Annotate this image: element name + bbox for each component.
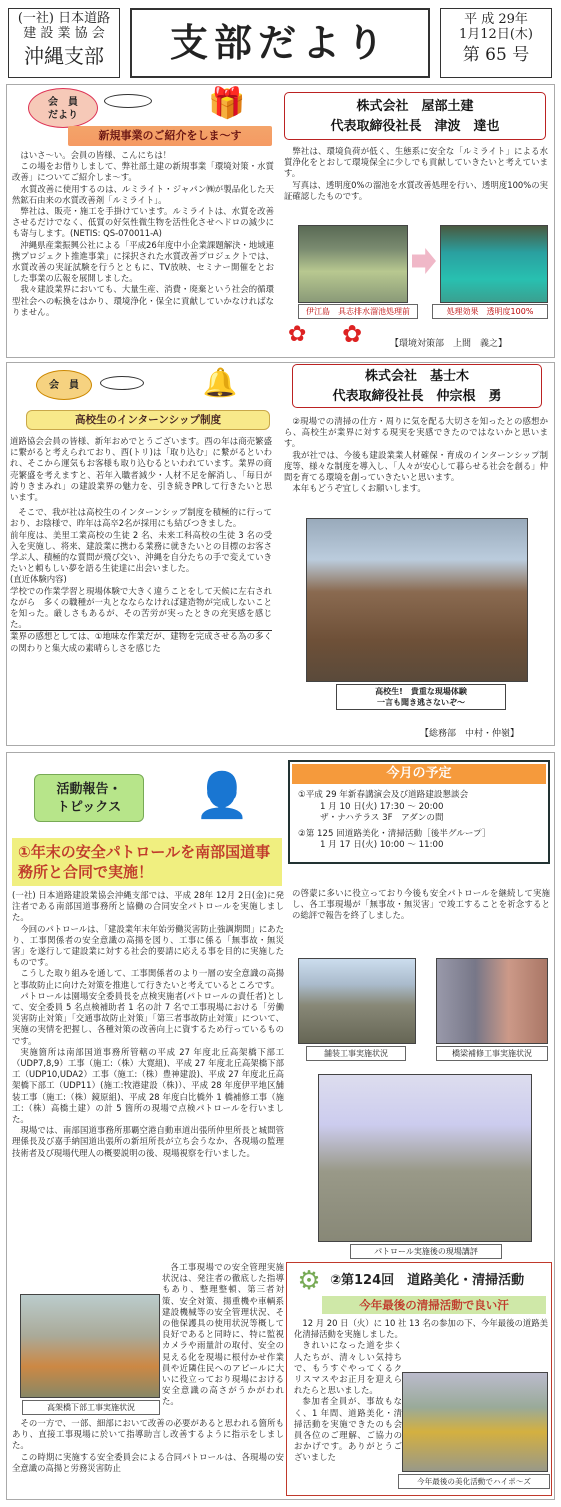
s1-right-text [284, 146, 548, 202]
s2-p5: 学校での作業学習と現場体験で大きく違うことをして天候に左右されながら 多くの職種が一丸となならなければ建造物が完成しないことを知った。厳しさもあるが、その苦労が実ったときの充実感を感じた。 [10, 586, 272, 632]
s3-p5: 実施箇所は南部国道事務所管轄の平成 27 年度北丘高架橋下部工（UDP7,8,9）工事（施工:（株）大寛組)、平成 27 年度北丘高架橋下部工（UDP10,UDA2）工事（施工:（株）豊神建設)、平成 27 年度北丘高架橋下部工（UDP11）(施工:牧港建設（株)）、平成 28 年度伊平地区舗装工事（施工:（株）鏡原組)、平成 28 年度白比橋外 1 橋補修工事（施工:（株）高橋土建）の計 5 箇所の現場で点検パトロールを行いました。 [12, 1046, 284, 1125]
s3-p6: 現場では、南部国道事務所那覇空港自動車道出張所仲里所長と城間管理係長及び嘉手納国道出張所の新垣所長が立ち会うなか、各現場の監理技術者及び現場代理人の概要説明の後、現場視察を行いました。 [12, 1125, 284, 1158]
photo-pond-after [440, 225, 548, 303]
header-title-box [130, 8, 430, 78]
s2-left-text [10, 436, 272, 654]
company-rep-2: 代表取締役社長 仲宗根 勇 [332, 389, 502, 404]
page-title: 支部だより [169, 21, 390, 65]
company-name-2: 株式会社 基士木 [364, 369, 469, 384]
ribbon-internship: 高校生のインターンシップ制度 [26, 410, 270, 430]
headline-cleanup: ②第124回 道路美化・清掃活動 [330, 1273, 525, 1288]
badge-member-news: 会 員 だより [28, 88, 98, 128]
photo-internship-site [306, 518, 528, 682]
company-box-kishi [292, 364, 542, 408]
s3-p4: パトロールは園場安全委員長を点検実施者(パトロールの責任者)として、安全委員 5 名点検補助者 1 名の計 7 名で工事現場における「労働災害防止対策」「交通事故防止対策」「第三者事故防止対策」について、実施の実情を把握し、各種対策の改善向上に資するため行っているものです。 [12, 990, 284, 1046]
s2-p4: (直近体験内容) [10, 574, 67, 585]
s3-p1: (一社) 日本道路建設業協会沖縄支部では、平成 28年 12月 2日(金)に発注者である南部国道事務所と協働の合同安全パトロールを実施しました。 [12, 890, 284, 923]
org-line2: 建 設 業 協 会 [23, 26, 105, 41]
s1-p4: 弊社は、販売・施工を手掛けています。ルミライトは、水質を改善させるだけでなく、低質の好気性微生物を活性化させヘドロの減少にも寄与します。(NETIS: QS-070011-A) [12, 206, 274, 239]
caption-lower-structure: 高架橋下部工事実施状況 [22, 1400, 160, 1415]
s4-p3: 参加者全員が、事故もなく、1 年間、道路美化・清掃活動を実施できたのも会員各位のご理解、ご協力のおかげです。ありがとうございました [294, 1396, 402, 1463]
schedule-item2-title: ②第 125 回道路美化・清掃活動［後半グループ］ [298, 828, 491, 839]
s1-left-text [12, 150, 274, 318]
s3-p7-wrap [12, 1262, 284, 1474]
issue-number: 第 65 号 [462, 45, 530, 65]
s2-p1: 道路協会会員の皆様、新年おめでとうございます。酉の年は商売繁盛に繋がると考えられており、酉(トリ)は「取り込む」に繋がるといわれ、そこから運気もお客様も取り込むるといわれています。業界の商売繁盛を考えますと、若年入職者減少・人材不足を解消し、「毎日が誇りきまみれ」の建設業界の魅力を、引き続きPRして行きたいと思います。 [10, 436, 272, 503]
s3-p3: こうした取り組みを通して、工事関係者のより一層の安全意識の高揚と事故防止に向けた対策を推進して行きたいと考えているところです。 [12, 968, 284, 990]
s3-r1: の啓蒙に多いに役立っており今後も安全パトロールを継続して実施し、各工事現場が「無事故・無災害」で竣工することを祈念するとの総評で報告を終了しました。 [292, 888, 550, 921]
tag-line1: 活動報告・ [56, 782, 122, 797]
caption-internship [336, 684, 506, 710]
schedule-item1-venue: ザ・ナハテラス 3F アダンの間 [320, 813, 444, 823]
caption-pond-after: 処理効果 透明度100% [432, 304, 548, 319]
ribbon-new-business: 新規事業のご紹介をしま～す [68, 126, 272, 146]
s2-p3: 前年度は、美里工業高校の生徒 2 名、未来工科高校の生徒 3 名の受入を実施し、将来、建設業に携わる業務に就きたいとの目標のお客さ学ぶ人、積極的な質問が飛び交い、沖縄を自分たちの手で変えていきたいと頼もしい夢を語る生徒達に出会いました。 [10, 529, 272, 574]
s3-p8: その一方で、一部、細部において改善の必要があると思われる箇所もあり、直接工事現場に於いて指導助言し改善するように指示をしました。 [12, 1418, 284, 1451]
tag-activity-report [34, 774, 144, 822]
schedule-title: 今月の予定 [292, 764, 546, 784]
s2-p6: 業界の感想としては、①地味な作業だが、建物を完成させる為の多くの関わりと集大成の素晴らしさを感じた [10, 631, 272, 653]
s4-p2: きれいになった道を歩く人たちが、清々しい気持ちで、もうすぐやってくるクリスマスやお正月を迎えられたらと思いました。 [294, 1340, 402, 1396]
s1-p3: 水質改善に使用するのは、ルミライト・ジャパン㈱が製品化した天然鉱石由来の水質改善剤「ルミライト」。 [12, 183, 274, 205]
schedule-item2-time: 1 月 17 日(火) 10:00 ～ 11:00 [320, 840, 444, 850]
photo-paving [298, 958, 416, 1044]
cleaner-figure-icon: ⚙ [297, 1266, 321, 1296]
photo-cleanup-group [402, 1372, 548, 1472]
decorative-bubble-2 [100, 376, 144, 390]
company-rep: 代表取締役社長 津波 達也 [330, 119, 500, 134]
decorative-bubble [104, 94, 152, 108]
photo-bridge [436, 958, 548, 1044]
s1-p2: この場をお借りしまして、弊社部土建の新規事業「環境対策・水質改善」についてご紹介しま～す。 [12, 161, 274, 183]
badge-member: 会 員 [36, 370, 92, 400]
company-name: 株式会社 屋部土建 [356, 99, 474, 114]
tag-line2: トピックス [56, 800, 122, 815]
s1-credit: 【環境対策部 上間 義之】 [390, 339, 508, 349]
s3-p9: この時期に実施する安全委員会による合同パトロールは、各現場の安全意識の高揚と労務災害防止 [12, 1451, 284, 1473]
sub-cleanup: 今年最後の清掃活動で良い汗 [322, 1296, 546, 1314]
s3-right-text [292, 888, 550, 922]
org-line1: (一社) 日本道路 [17, 11, 111, 26]
schedule-item1-title: ①平成 29 年新春講演会及び道路建設懇談会 [298, 790, 469, 800]
caption-pond-before: 伊江島 具志排水溜池処理前 [298, 304, 418, 319]
s4-p1: 12 月 20 日（火）に 10 社 13 名の参加の下、今年最後の道路美化清掃活動を実施しました。 [294, 1318, 548, 1340]
s1-p1: はいさ～い。会員の皆様、こんにちは！ [20, 150, 172, 160]
caption-cleanup: 今年最後の美化活動でハイポ～ズ [398, 1474, 550, 1489]
poinsettia-icon-2: ✿ [342, 320, 363, 348]
photo-pond-before [298, 225, 408, 303]
date-line1: 平 成 29年 [464, 12, 528, 27]
s2-credit: 【総務部 中村・仲嶺】 [420, 729, 520, 739]
company-box-yabu [284, 92, 546, 140]
s2-r2: 我が社では、今後も建設業業人材確保・育成のインターンシップ制度等、様々な制度を導入し、「人々が安心して暮らせる社会を創る」仲間を育てる環境を創っていきたいと思います。 [284, 449, 548, 483]
s3-p2: 今回のパトロールは、「建設業年末年始労働災害防止強調期間」にあたり、工事関係者の安全意識の高揚を図り、工事に係る「無事故・無災害」を遂行して建設業に対する社会的要請に応える事を目的に実施したものです。 [12, 923, 284, 968]
s2-p2: そこで、我が社は高校生のインターンシップ制度を積極的に行っており、お陰様で、昨年は高卒2名が採用にも結びつきました。 [10, 507, 272, 529]
caption-bridge: 橋梁補修工事実施状況 [436, 1046, 548, 1061]
date-line2: 1月12日(木) [459, 27, 533, 42]
poinsettia-icon-1: ✿ [288, 322, 307, 347]
schedule-item1-time: 1 月 10 日(火) 17:30 ～ 20:00 [320, 801, 444, 812]
caption-lecture: パトロール実施後の現場講評 [350, 1244, 502, 1259]
s3-left-text [12, 890, 284, 1159]
caption-internship-line2: 一言も聞き逃さないぞ～ [377, 698, 465, 707]
bell-icon-2: 🔔 [202, 366, 238, 399]
schedule-items [298, 790, 548, 852]
s1-p5: 沖縄県産業振興公社による「平成26年度中小企業課題解決・地域連携プロジェクト推進事業」に採択された水質改善プロジェクトでは、水質改善の実証試験を行うとともに、TV放映、セミナー開催をとおした事業の広報を展開しました。 [12, 239, 274, 284]
headline-safety-patrol: ①年末の安全パトロールを南部国道事務所と合同で実施！ [12, 838, 282, 886]
org-line3: 沖縄支部 [24, 44, 104, 68]
reporter-figure-icon: 👤 [194, 770, 250, 821]
caption-paving: 舗装工事実施状況 [306, 1046, 406, 1061]
s2-r3: 本年もどうぞ宜しくお願いします。 [292, 483, 426, 494]
s1-r2: 写真は、透明度0%の溜池を水質改善処理を行い、透明度100%の実証確認したものです。 [284, 179, 548, 201]
s1-r1: 弊社は、環境負荷が低く、生態系に安全な「ルミライト」による水質浄化をとおして環境保全に少しでも貢献していきたいと考えています。 [284, 146, 548, 179]
photo-lecture [318, 1074, 532, 1242]
s2-r1: ②現場での清掃の仕方・周りに気を配る大切さを知ったとの感想から、高校生が業界に対する現実を実感できたのではないかと思います。 [284, 416, 548, 449]
header-org-box [8, 8, 120, 78]
s2-right-text [284, 416, 548, 494]
caption-internship-line1: 高校生! 貴重な現場体験 [375, 687, 467, 696]
header-date-box [440, 8, 552, 78]
s1-p6: 我々建設業界においても、大量生産、消費・廃棄という社会的循環型社会への転換をはかり、環境浄化・保全に貢献していかなければなりません。 [12, 284, 274, 317]
s3-p7: 各工事現場での安全管理実施状況は、発注者の徹底した指導もあり、整理整頓、第三者対策、安全対策、揚重機や車輌系建設機械等の安全管理状況、その他保護具の使用状況等概して良好であると同時に、特に監視カメラや雨量計の取付、安全の見える化を現場に根付かせ作業員や近隣住民へのアピールに大いに役立っており現場における安全意識の高さがうかがわれた。 [162, 1262, 284, 1407]
photo-lower-structure [20, 1294, 160, 1398]
bell-icon: 🎁 [208, 86, 246, 121]
